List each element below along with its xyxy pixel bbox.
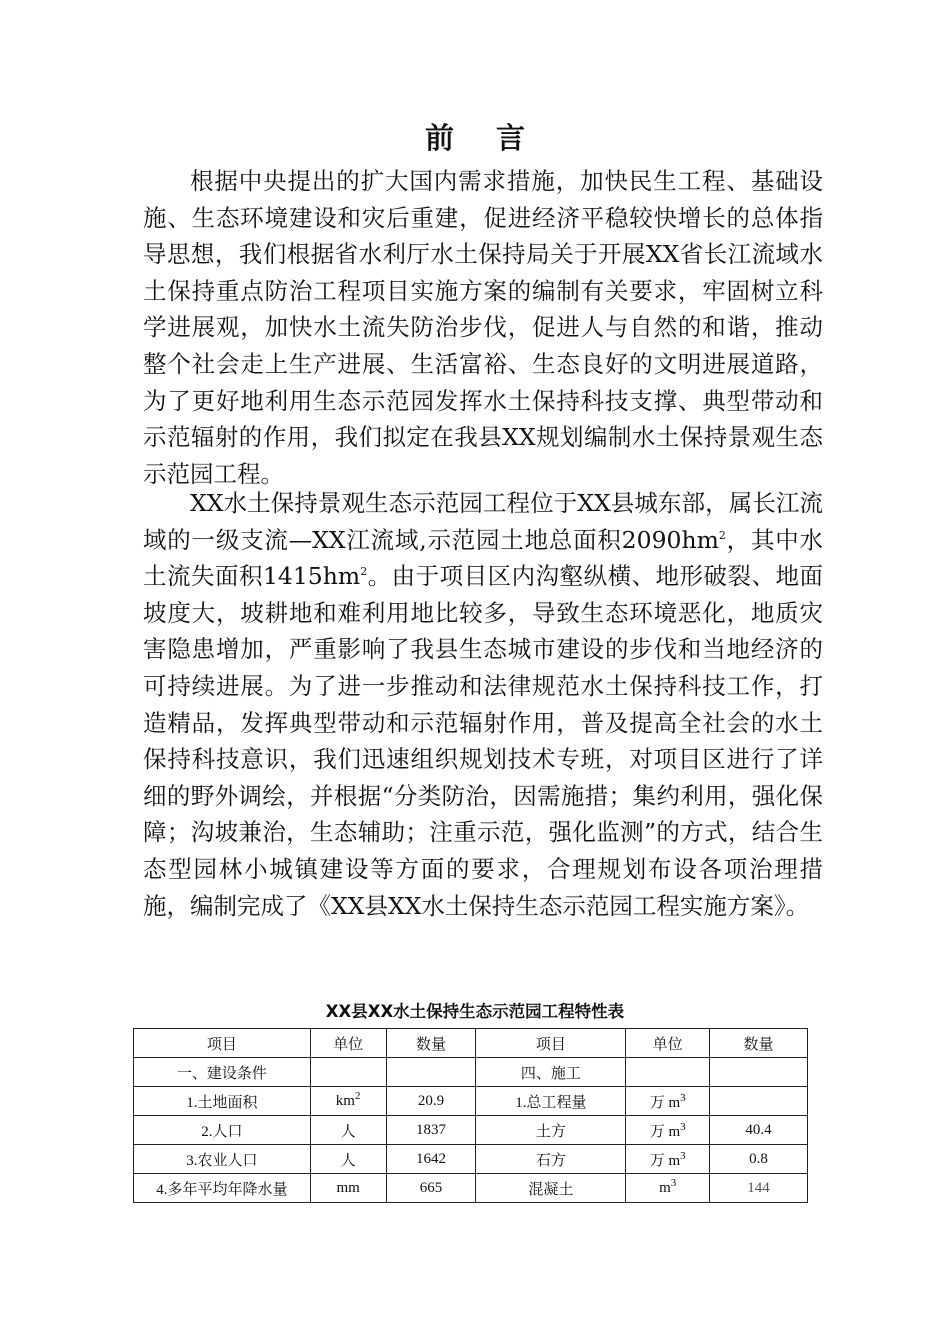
paragraph-2-part-2: ，其中水土流失面积1415hm	[143, 525, 824, 591]
item-cell: 混凝土	[476, 1174, 626, 1203]
value-cell	[710, 1087, 808, 1116]
unit-cell	[310, 1087, 386, 1116]
table-row	[134, 1116, 808, 1145]
value-cell: 40.4	[710, 1116, 808, 1145]
header-cell: 项目	[134, 1029, 311, 1058]
table-row	[134, 1174, 808, 1203]
unit-cell	[626, 1116, 710, 1145]
unit-text: 人	[340, 1152, 356, 1169]
paragraph-2-part-1: XX水土保持景观生态示范园工程位于XX县城东部，属长江流域的一级支流—XX江流域,示范园土地总面积2090hm	[143, 489, 823, 554]
value-cell: 1642	[386, 1145, 476, 1174]
unit-text: m	[659, 1179, 671, 1196]
unit-text: km	[335, 1092, 355, 1109]
value-cell	[386, 1058, 476, 1087]
header-cell: 单位	[626, 1029, 710, 1058]
value-cell: 144	[710, 1174, 808, 1203]
unit-superscript: 3	[680, 1149, 686, 1162]
document-title: 前言	[424, 121, 567, 155]
item-cell: 1.总工程量	[476, 1087, 626, 1116]
project-spec-table	[133, 1028, 808, 1203]
superscript-2: 2	[360, 565, 368, 579]
paragraph-2-part-3: 。由于项目区内沟壑纵横、地形破裂、地面坡度大，坡耕地和难利用地比较多，导致生态环境恶化，地质灾害隐患增加，严重影响了我县生态城市建设的步伐和当地经济的可持续进展。为了进一步推动和法律规范水土保持科技工作，打造精品，发挥典型带动和示范辐射作用，普及提高全社会的水土保持科技意识，我们迅速组织规划技术专班，对项目区进行了详细的野外调绘，并根据“分类防治，因需施措；集约利用，强化保障；沟坡兼治，生态辅助；注重示范，强化监测”的方式，结合生态型园林小城镇建设等方面的要求，合理规划布设各项治理措施，编制完成了《XX县XX水土保持生态示范园工程实施方案》。	[143, 562, 824, 920]
unit-text: 人	[340, 1123, 356, 1140]
value-cell: 1837	[386, 1116, 476, 1145]
value-cell: 0.8	[710, 1145, 808, 1174]
unit-superscript: 3	[680, 1120, 686, 1133]
item-cell: 土方	[476, 1116, 626, 1145]
value-cell	[710, 1058, 808, 1087]
item-cell: 1.土地面积	[134, 1087, 311, 1116]
unit-cell	[310, 1058, 386, 1087]
unit-superscript: 3	[670, 1176, 677, 1189]
unit-superscript: 3	[680, 1091, 686, 1104]
item-cell: 4.多年平均年降水量	[134, 1174, 311, 1203]
unit-cell	[626, 1145, 710, 1174]
unit-cell	[310, 1116, 386, 1145]
unit-text: 万 m	[649, 1094, 681, 1111]
header-cell: 数量	[710, 1029, 808, 1058]
item-cell: 3.农业人口	[134, 1145, 311, 1174]
unit-cell	[626, 1087, 710, 1116]
superscript-2: 2	[718, 528, 726, 542]
unit-cell	[310, 1145, 386, 1174]
header-cell: 单位	[310, 1029, 386, 1058]
paragraph-1: 根据中央提出的扩大国内需求措施，加快民生工程、基础设施、生态环境建设和灾后重建，促进经济平稳较快增长的总体指导思想，我们根据省水利厅水土保持局关于开展XX省长江流域水土保持重点防治工程项目实施方案的编制有关要求，牢固树立科学进展观，加快水土流失防治步伐，促进人与自然的和谐，推动整个社会走上生产进展、生活富裕、生态良好的文明进展道路，为了更好地利用生态示范园发挥水土保持科技支撑、典型带动和示范辐射的作用，我们拟定在我县XX规划编制水土保持景观生态示范园工程。	[143, 167, 823, 488]
table-caption: XX县XX水土保持生态示范园工程特性表	[325, 1002, 625, 1021]
item-cell: 四、施工	[476, 1058, 626, 1087]
header-cell: 数量	[386, 1029, 476, 1058]
unit-text: 万 m	[649, 1152, 681, 1169]
unit-cell	[310, 1174, 386, 1203]
value-cell: 665	[386, 1174, 476, 1203]
item-cell: 2.人口	[134, 1116, 311, 1145]
value-cell: 20.9	[386, 1087, 476, 1116]
unit-superscript: 2	[354, 1089, 361, 1102]
unit-cell	[626, 1174, 710, 1203]
table-row	[134, 1087, 808, 1116]
unit-cell	[626, 1058, 710, 1087]
item-cell: 一、建设条件	[134, 1058, 311, 1087]
paragraph-2	[143, 485, 823, 924]
unit-text: mm	[336, 1179, 360, 1196]
table-header-row	[134, 1029, 808, 1058]
header-cell: 项目	[476, 1029, 626, 1058]
unit-text: 万 m	[649, 1123, 681, 1140]
table-row	[134, 1058, 808, 1087]
table-row	[134, 1145, 808, 1174]
item-cell: 石方	[476, 1145, 626, 1174]
